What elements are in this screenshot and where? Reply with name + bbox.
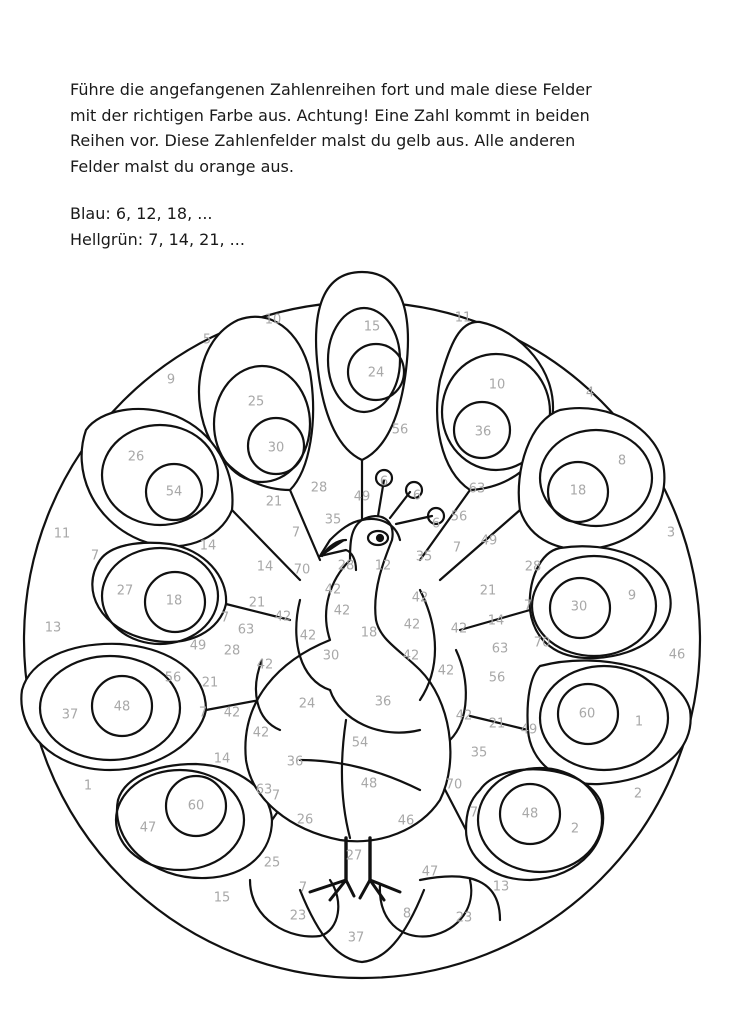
field-number: 54: [165, 484, 183, 500]
field-number: 6: [412, 488, 422, 504]
field-number: 4: [585, 385, 595, 401]
field-number: 63: [255, 782, 273, 798]
field-number: 42: [252, 725, 270, 741]
field-number: 56: [488, 670, 506, 686]
field-number: 26: [296, 812, 314, 828]
field-number: 70: [445, 777, 463, 793]
field-number: 48: [113, 699, 131, 715]
field-number: 6: [431, 516, 441, 532]
field-number: 42: [450, 621, 468, 637]
field-number: 7: [469, 805, 479, 821]
field-number: 47: [421, 864, 439, 880]
field-number: 7: [220, 610, 230, 626]
field-number: 1: [634, 714, 644, 730]
field-number: 42: [274, 609, 292, 625]
field-number: 42: [455, 708, 473, 724]
row-blau: Blau: 6, 12, 18, ...: [70, 204, 213, 223]
row-hellgruen: Hellgrün: 7, 14, 21, ...: [70, 229, 245, 249]
field-number: 42: [324, 582, 342, 598]
field-number: 49: [353, 489, 371, 505]
field-number: 25: [263, 855, 281, 871]
field-number: 56: [164, 670, 182, 686]
field-number: 2: [633, 786, 643, 802]
field-number: 7: [523, 598, 533, 614]
field-number: 37: [61, 707, 79, 723]
field-number: 9: [627, 588, 637, 604]
field-number: 36: [286, 754, 304, 770]
instruction-line: mit der richtigen Farbe aus. Achtung! Eine Zahl kommt in beiden: [70, 105, 590, 125]
field-number: 35: [415, 549, 433, 565]
field-number: 30: [322, 648, 340, 664]
field-number: 9: [166, 372, 176, 388]
field-number: 8: [402, 906, 412, 922]
field-number: 37: [347, 930, 365, 946]
field-number: 70: [293, 562, 311, 578]
field-number: 6: [379, 474, 389, 490]
field-number: 28: [223, 643, 241, 659]
field-number: 49: [480, 533, 498, 549]
field-number: 7: [90, 548, 100, 564]
field-number: 10: [264, 312, 282, 328]
field-number: 21: [265, 494, 283, 510]
field-number: 36: [374, 694, 392, 710]
field-number: 48: [521, 806, 539, 822]
field-number: 7: [298, 880, 308, 896]
field-number: 18: [360, 625, 378, 641]
field-number: 11: [454, 310, 472, 326]
instruction-line: Führe die angefangenen Zahlenreihen fort und male diese Felder: [70, 80, 592, 99]
field-number: 21: [201, 675, 219, 691]
field-number: 70: [533, 635, 551, 651]
field-number: 14: [256, 559, 274, 575]
field-number: 35: [324, 512, 342, 528]
field-number: 28: [337, 558, 355, 574]
field-number: 46: [668, 647, 686, 663]
field-number: 42: [299, 628, 317, 644]
field-number: 48: [360, 776, 378, 792]
field-number: 30: [570, 599, 588, 615]
field-number: 1: [83, 778, 93, 794]
field-number: 15: [363, 319, 381, 335]
field-number: 60: [187, 798, 205, 814]
field-number: 8: [617, 453, 627, 469]
field-number: 47: [139, 820, 157, 836]
field-number: 28: [524, 559, 542, 575]
field-number: 27: [116, 583, 134, 599]
field-number: 27: [345, 848, 363, 864]
field-number: 14: [487, 613, 505, 629]
field-number: 63: [237, 622, 255, 638]
field-number: 49: [189, 638, 207, 654]
field-number: 7: [452, 540, 462, 556]
field-number: 42: [333, 603, 351, 619]
field-number: 42: [256, 657, 274, 673]
peacock-pupil-icon: [377, 535, 383, 541]
field-number: 60: [578, 706, 596, 722]
field-number: 36: [474, 424, 492, 440]
instruction-line: Felder malst du orange aus.: [70, 156, 294, 176]
field-number: 23: [289, 908, 307, 924]
field-number: 10: [488, 377, 506, 393]
field-number: 42: [411, 590, 429, 606]
field-number: 5: [202, 332, 212, 348]
field-number: 7: [271, 788, 281, 804]
field-number: 2: [570, 821, 580, 837]
field-number: 63: [468, 481, 486, 497]
field-number: 42: [223, 705, 241, 721]
field-number: 21: [488, 716, 506, 732]
field-number: 14: [199, 538, 217, 554]
field-number: 7: [291, 525, 301, 541]
instruction-line: Reihen vor. Diese Zahlenfelder malst du gelb aus. Alle anderen: [70, 131, 576, 150]
field-number: 18: [569, 483, 587, 499]
field-number: 63: [491, 641, 509, 657]
field-number: 42: [437, 663, 455, 679]
field-number: 21: [479, 583, 497, 599]
field-number: 42: [402, 648, 420, 664]
field-number: 11: [53, 526, 71, 542]
field-number: 56: [450, 509, 468, 525]
field-number: 21: [248, 595, 266, 611]
field-number: 26: [127, 449, 145, 465]
field-number: 24: [298, 696, 316, 712]
field-number: 24: [367, 365, 385, 381]
field-number: 42: [403, 617, 421, 633]
field-number: 14: [213, 751, 231, 767]
field-number: 12: [374, 558, 392, 574]
field-number: 54: [351, 735, 369, 751]
field-number: 13: [44, 620, 62, 636]
field-number: 56: [391, 422, 409, 438]
field-number: 3: [666, 525, 676, 541]
field-number: 18: [165, 593, 183, 609]
field-number: 25: [247, 394, 265, 410]
field-number: 30: [267, 440, 285, 456]
field-number: 7: [198, 705, 208, 721]
field-number: 23: [455, 910, 473, 926]
field-number: 13: [492, 879, 510, 895]
field-number: 49: [520, 722, 538, 738]
field-number: 35: [470, 745, 488, 761]
field-number: 15: [213, 890, 231, 906]
field-number: 46: [397, 813, 415, 829]
field-number: 28: [310, 480, 328, 496]
